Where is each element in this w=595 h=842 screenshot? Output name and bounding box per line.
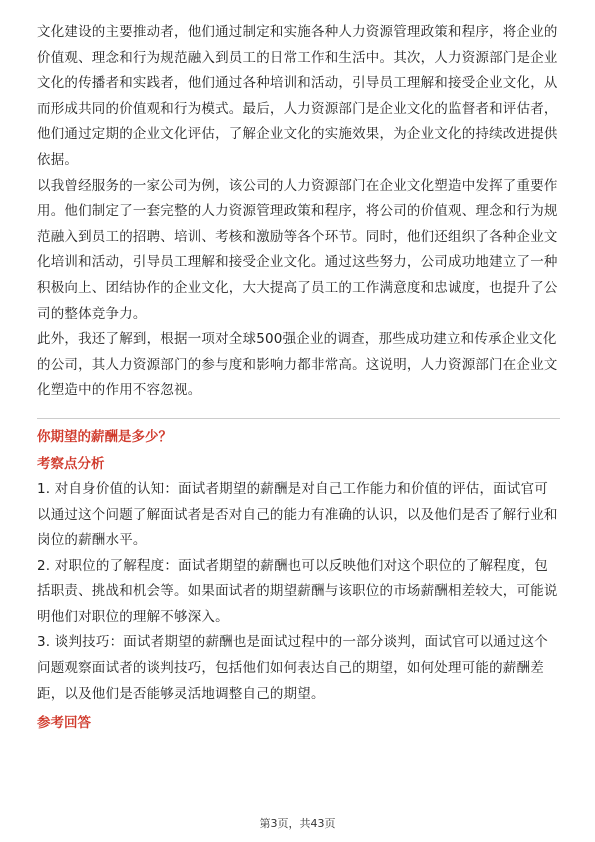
- analysis-point: 2. 对职位的了解程度：面试者期望的薪酬也可以反映他们对这个职位的了解程度，包括职责、挑战和机会等。如果面试者的期望薪酬与该职位的市场薪酬相差较大，可能说明他们对职位的理解不够深入。: [37, 557, 558, 625]
- section-divider: [37, 418, 560, 419]
- body-paragraph: 以我曾经服务的一家公司为例，该公司的人力资源部门在企业文化塑造中发挥了重要作用。他们制定了一套完整的人力资源管理政策和程序，将公司的价值观、理念和行为规范融入到员工的招聘、培训、考核和激励等各个环节。同时，他们还组织了各种企业文化培训和活动，引导员工理解和接受企业文化。通过这些努力，公司成功地建立了一种积极向上、团结协作的企业文化，大大提高了员工的工作满意度和忠诚度，也提升了公司的整体竞争力。: [37, 177, 558, 322]
- page-number: 第3页，共43页: [259, 817, 336, 830]
- body-paragraph: 文化建设的主要推动者，他们通过制定和实施各种人力资源管理政策和程序，将企业的价值观、理念和行为规范融入到员工的日常工作和生活中。其次，人力资源部门是企业文化的传播者和实践者，他们通过各种培训和活动，引导员工理解和接受企业文化，从而形成共同的价值观和行为模式。最后，人力资源部门是企业文化的监督者和评估者，他们通过定期的企业文化评估，了解企业文化的实施效果，为企业文化的持续改进提供依据。: [37, 24, 558, 168]
- analysis-point: 3. 谈判技巧：面试者期望的薪酬也是面试过程中的一部分谈判，面试官可以通过这个问题观察面试者的谈判技巧，包括他们如何表达自己的期望，如何处理可能的薪酬差距，以及他们是否能够灵活地调整自己的期望。: [37, 634, 548, 702]
- document-page: [37, 20, 560, 736]
- analysis-point: 1. 对自身价值的认知：面试者期望的薪酬是对自己工作能力和价值的评估，面试官可以通过这个问题了解面试者是否对自己的能力有准确的认识，以及他们是否了解行业和岗位的薪酬水平。: [37, 480, 558, 549]
- interview-question: 你期望的薪酬是多少？: [37, 428, 172, 445]
- reference-answer-heading: 参考回答: [37, 715, 91, 732]
- analysis-heading: 考察点分析: [37, 455, 105, 472]
- body-paragraph: 此外，我还了解到，根据一项对全球500强企业的调查，那些成功建立和传承企业文化的公司，其人力资源部门的参与度和影响力都非常高。这说明，人力资源部门在企业文化塑造中的作用不容忽视。: [37, 331, 558, 399]
